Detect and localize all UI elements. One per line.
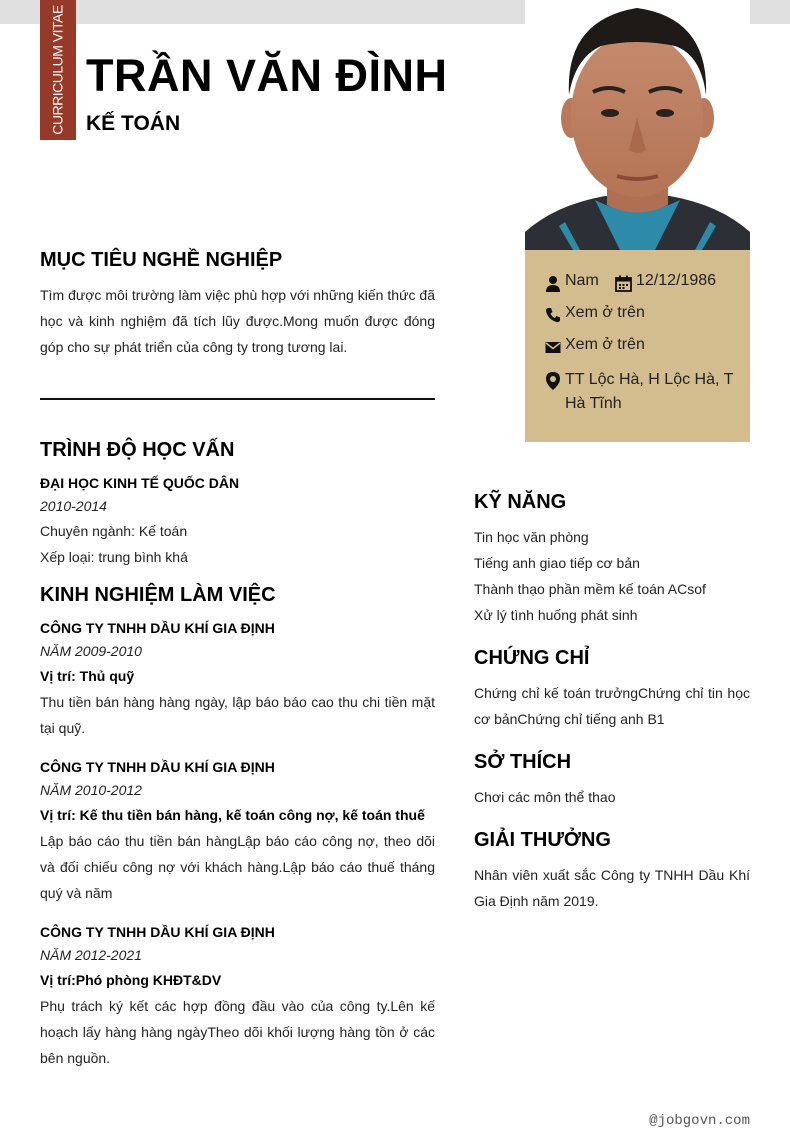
gender-row [545, 272, 599, 293]
phone-icon [545, 307, 561, 323]
awards-text: Nhân viên xuất sắc Công ty TNHH Dầu Khí Gia Định năm 2019. [474, 867, 750, 909]
hobbies-text: Chơi các môn thể thao [474, 789, 616, 805]
certificates-text: Chứng chỉ kế toán trưởngChứng chỉ tin học cơ bảnChứng chỉ tiếng anh B1 [474, 685, 750, 727]
job-position: Vị trí: Thủ quỹ [40, 668, 135, 684]
location-pin-icon [545, 371, 561, 391]
side-label [40, 0, 76, 140]
job-company: CÔNG TY TNHH DẦU KHÍ GIA ĐỊNH [40, 620, 275, 636]
job-period: NĂM 2009-2010 [40, 643, 142, 659]
experience-heading: KINH NGHIỆM LÀM VIỆC [40, 584, 276, 606]
email-value: Xem ở trên [565, 336, 645, 353]
job-title: KẾ TOÁN [86, 112, 181, 135]
job-description: Thu tiền bán hàng hàng ngày, lập báo báo cao thu chi tiền mặt tại quỹ. [40, 694, 435, 736]
job-description: Lập báo cáo thu tiền bán hàngLập báo cáo công nợ, theo dõi và đối chiếu công nợ với khách hàng.Lập báo cáo thuế tháng quý và năm [40, 833, 435, 901]
objective-text: Tìm được môi trường làm việc phù hợp với những kiến thức đã học và kinh nghiệm đã tích lũy được.Mong muốn được đóng góp cho sự phát triển của công ty trong tương lai. [40, 287, 435, 355]
person-icon [545, 275, 561, 293]
address-row [545, 368, 735, 416]
birthdate-value: 12/12/1986 [636, 272, 717, 289]
job-period: NĂM 2010-2012 [40, 782, 142, 798]
job-position: Vị trí:Phó phòng KHĐT&DV [40, 972, 222, 988]
hobbies-heading: SỞ THÍCH [474, 751, 572, 773]
portrait-image [525, 0, 750, 250]
job-company: CÔNG TY TNHH DẦU KHÍ GIA ĐỊNH [40, 924, 275, 940]
job-description: Phụ trách ký kết các hợp đồng đầu vào của công ty.Lên kế hoạch lấy hàng hàng ngàyTheo dõi khối lượng hàng tồn ở các bên nguồn. [40, 998, 435, 1066]
birthdate-row [615, 272, 716, 292]
contact-panel [525, 250, 750, 442]
calendar-icon [615, 275, 632, 292]
certificates-heading: CHỨNG CHỈ [474, 647, 590, 669]
education-rank: Xếp loại: trung bình khá [40, 549, 188, 565]
skill-item: Tiếng anh giao tiếp cơ bản [474, 555, 640, 571]
address-value: TT Lộc Hà, H Lộc Hà, T Hà Tĩnh [565, 371, 734, 412]
candidate-name: TRẦN VĂN ĐÌNH [86, 50, 448, 101]
skill-item: Xử lý tình huống phát sinh [474, 607, 638, 623]
education-period: 2010-2014 [40, 498, 107, 514]
watermark[interactable]: @jobgovn.com [649, 1113, 750, 1129]
school-name: ĐẠI HỌC KINH TẾ QUỐC DÂN [40, 475, 240, 491]
education-major: Chuyên ngành: Kế toán [40, 523, 188, 539]
email-row [545, 336, 645, 355]
profile-photo [525, 0, 750, 250]
section-divider [40, 398, 435, 400]
job-period: NĂM 2012-2021 [40, 947, 142, 963]
gender-value: Nam [565, 272, 599, 289]
phone-value: Xem ở trên [565, 304, 645, 321]
envelope-icon [545, 339, 561, 355]
job-company: CÔNG TY TNHH DẦU KHÍ GIA ĐỊNH [40, 759, 275, 775]
skills-heading: KỸ NĂNG [474, 491, 567, 513]
side-label-text: CURRICULUM VITAE [50, 5, 67, 135]
education-heading: TRÌNH ĐỘ HỌC VẤN [40, 439, 235, 461]
awards-heading: GIẢI THƯỞNG [474, 829, 611, 851]
skill-item: Thành thạo phần mềm kế toán ACsof [474, 581, 706, 597]
objective-heading: MỤC TIÊU NGHỀ NGHIỆP [40, 249, 283, 271]
skill-item: Tin học văn phòng [474, 529, 589, 545]
phone-row [545, 304, 645, 323]
job-position: Vị trí: Kế thu tiền bán hàng, kế toán công nợ, kế toán thuế [40, 807, 425, 823]
